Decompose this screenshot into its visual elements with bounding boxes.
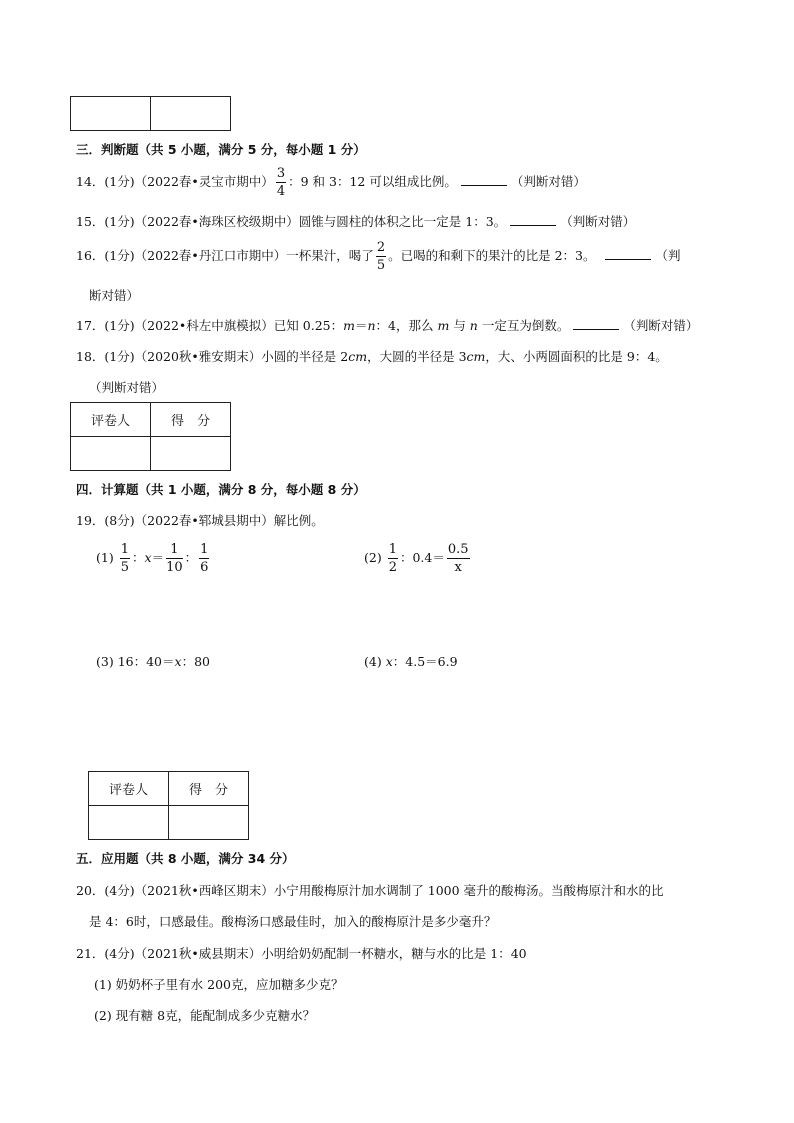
fraction: $\frac{1}{5}$ [120,542,129,575]
score-table-2 [70,402,231,471]
question-15: 15．(1分)（2022春•海珠区校级期中）圆锥与圆柱的体积之比一定是 1：3。 （判断对错） [76,214,636,229]
grader-header: 评卷人 [89,772,169,806]
question-16: 16．(1分)（2022春•丹江口市期中）一杯果汁，喝了 $\frac{2}{5}$ 。已喝的和剩下的果汁的比是 2：3。 （判 [76,240,681,273]
answer-blank[interactable] [510,212,556,226]
q21-sub-2: (2) 现有糖 8克，能配制成多少克糖水？ [94,1008,316,1023]
question-20-continued: 是 4：6时，口感最佳。酸梅汤口感最佳时，加入的酸梅原汁是多少毫升？ [89,914,497,929]
answer-blank[interactable] [605,246,651,260]
q21-sub-1: (1) 奶奶杯子里有水 200克，应加糖多少克？ [94,977,344,992]
question-21: 21．(4分)（2021秋•威县期末）小明给奶奶配制一杯糖水，糖与水的比是 1：40 [76,946,527,961]
score-header: 得 分 [169,772,249,806]
score-cell[interactable] [151,437,231,471]
grader-header: 评卷人 [71,403,151,437]
score-table-top [70,96,231,131]
question-20: 20．(4分)（2021秋•西峰区期末）小宁用酸梅原汁加水调制了 1000 毫升的酸梅汤。当酸梅原汁和水的比 [76,883,664,898]
q19-part-4: (4) x：4.5＝6.9 [364,654,458,669]
score-cell [151,97,231,131]
fraction: $\frac{1}{6}$ [200,542,209,575]
question-16-continued: 断对错） [89,288,140,303]
question-18-continued: （判断对错） [89,380,165,395]
section-title-calculation: 四．计算题（共 1 小题，满分 8 分，每小题 8 分） [76,482,366,497]
question-19: 19．(8分)（2022春•郓城县期中）解比例。 [76,513,324,528]
q19-part-1: (1) $\frac{1}{5}$ ：x＝ $\frac{1}{10}$ ： $\frac{1}{6}$ [96,542,209,575]
answer-blank[interactable] [573,316,619,330]
fraction: $\frac{0.5}{x}$ [447,542,469,575]
score-cell[interactable] [169,806,249,840]
grader-cell[interactable] [89,806,169,840]
answer-blank[interactable] [461,172,507,186]
section-title-judgement: 三．判断题（共 5 小题，满分 5 分，每小题 1 分） [76,142,366,157]
question-17: 17．(1分)（2022•科左中旗模拟）已知 0.25：m＝n：4，那么 m 与 n 一定互为倒数。 （判断对错） [76,318,699,333]
fraction: $\frac{2}{5}$ [376,240,386,273]
q19-part-3: (3) 16：40＝x：80 [96,654,210,669]
fraction: $\frac{1}{10}$ [166,542,183,575]
fraction: $\frac{3}{4}$ [276,166,286,199]
question-14: 14．(1分)（2022春•灵宝市期中） $\frac{3}{4}$ ：9 和 3：12 可以组成比例。 （判断对错） [76,166,586,199]
section-title-application: 五．应用题（共 8 小题，满分 34 分） [76,851,295,866]
score-header: 得 分 [151,403,231,437]
grader-cell[interactable] [71,437,151,471]
q19-part-2: (2) $\frac{1}{2}$ ：0.4＝ $\frac{0.5}{x}$ [364,542,469,575]
fraction: $\frac{1}{2}$ [388,542,397,575]
question-18: 18．(1分)（2020秋•雅安期末）小圆的半径是 2cm，大圆的半径是 3cm，大、小两圆面积的比是 9：4。 [76,349,668,364]
score-cell [71,97,151,131]
score-table-3 [88,771,249,840]
